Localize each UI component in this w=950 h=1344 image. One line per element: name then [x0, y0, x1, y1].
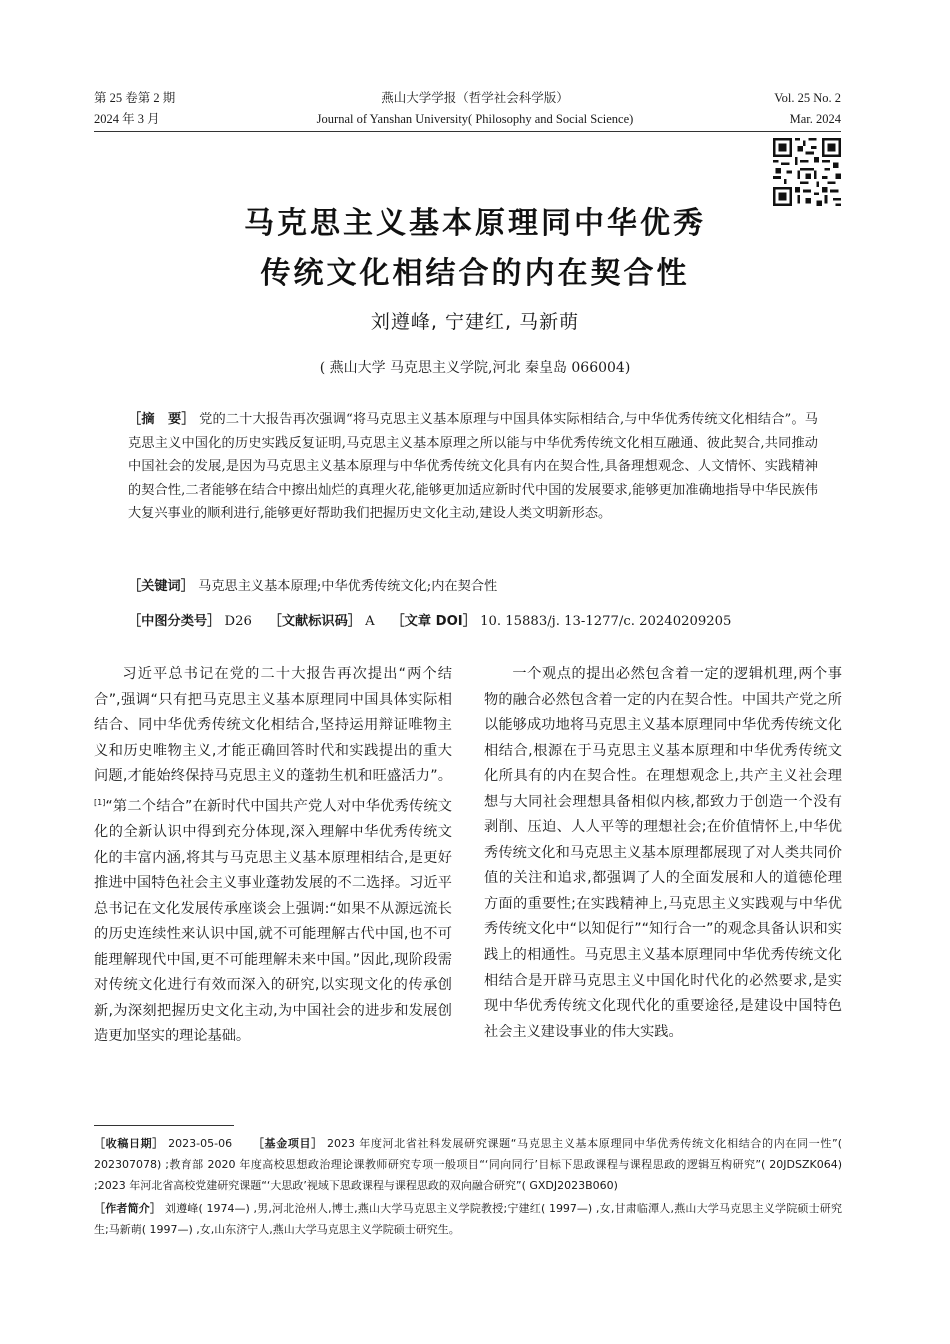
authors: 刘遵峰, 宁建红, 马新萌	[370, 311, 580, 333]
abstract	[128, 408, 818, 526]
body-paragraph	[94, 662, 452, 1050]
body-column-right	[484, 662, 842, 1045]
body-text: “第二个结合”在新时代中国共产党人对中华优秀传统文化的全新认识中得到充分体现,深入理解中华优秀传统文化的丰富内涵,将其与马克思主义基本原理相结合,是更好推进中国特色社会主义事业蓬勃发展的不二选择。习近平总书记在文化发展传承座谈会上强调:“如果不从源远流长的历史连续性来认识中国,就不可能理解古代中国,也不可能理解现代中国,更不可能理解未来中国。”因此,现阶段需对传统文化进行有效而深入的研究,以实现文化的传承创新,为深刻把握历史文化主动,为中国社会的进步和发展创造更加坚实的理论基础。	[94, 798, 452, 1045]
abstract-label: ［摘 要］	[128, 412, 195, 427]
keywords	[128, 576, 828, 598]
classification-line	[128, 611, 848, 633]
clc-value: D26	[224, 614, 252, 629]
footnote-rule	[94, 1125, 234, 1126]
author-bio-label: ［作者简介］	[94, 1202, 162, 1215]
volume-issue-cn: 第 25 卷第 2 期	[94, 91, 176, 105]
date-cn: 2024 年 3 月	[94, 112, 160, 126]
keywords-label: ［关键词］	[128, 579, 194, 594]
citation-ref: [1]	[94, 797, 106, 807]
keywords-text: 马克思主义基本原理;中华优秀传统文化;内在契合性	[198, 579, 498, 594]
received-label: ［收稿日期］	[94, 1137, 164, 1150]
clc-label: ［中图分类号］	[128, 614, 221, 629]
article-title-line-2: 传统文化相结合的内在契合性	[260, 256, 690, 291]
fund-label: ［基金项目］	[252, 1137, 323, 1150]
footnote-funding	[94, 1133, 842, 1196]
body-paragraph: 一个观点的提出必然包含着一定的逻辑机理,两个事物的融合必然包含着一定的内在契合性。中国共产党之所以能够成功地将马克思主义基本原理同中华优秀传统文化相结合,根源在于马克思主义基本原理和中华优秀传统文化所具有的内在契合性。在理想观念上,共产主义社会理想与大同社会理想具备相似内核,都致力于创造一个没有剥削、压迫、人人平等的理想社会;在价值情怀上,中华优秀传统文化和马克思主义基本原理都展现了对人类共同价值的关注和追求,都强调了人的全面发展和人的道德伦理方面的重要性;在实践精神上,马克思主义实践观与中华优秀传统文化中“以知促行”“知行合一”的观念具备认识和实践上的相通性。马克思主义基本原理同中华优秀传统文化相结合是开辟马克思主义中国化时代化的必然要求,是实现中华优秀传统文化现代化的重要途径,是建设中国特色社会主义建设事业的伟大实践。	[484, 666, 842, 1040]
article-title-line-1: 马克思主义基本原理同中华优秀	[244, 206, 706, 241]
doi-value: 10. 15883/j. 13-1277/c. 20240209205	[480, 614, 732, 629]
volume-issue-en: Vol. 25 No. 2	[774, 91, 841, 105]
body-column-left	[94, 662, 452, 1050]
doc-code-value: A	[365, 614, 375, 629]
qr-code-icon	[773, 138, 841, 206]
date-en: Mar. 2024	[789, 112, 841, 126]
doc-code-label: ［文献标识码］	[268, 614, 361, 629]
footnote-author	[94, 1198, 842, 1240]
body-text: 习近平总书记在党的二十大报告再次提出“两个结合”,强调“只有把马克思主义基本原理同中国具体实际相结合、同中华优秀传统文化相结合,坚持运用辩证唯物主义和历史唯物主义,才能正确回答时代和实践提出的重大问题,才能始终保持马克思主义的蓬勃生机和旺盛活力”。	[94, 666, 452, 785]
header-rule	[94, 131, 841, 132]
doi-label: ［文章 DOI］	[391, 614, 476, 629]
received-date: 2023-05-06	[168, 1137, 233, 1150]
affiliation: ( 燕山大学 马克思主义学院,河北 秦皇岛 066004)	[319, 360, 631, 376]
abstract-text: 党的二十大报告再次强调“将马克思主义基本原理与中国具体实际相结合,与中华优秀传统文化相结合”。马克思主义中国化的历史实践反复证明,马克思主义基本原理之所以能与中华优秀传统文化相互融通、彼此契合,共同推动中国社会的发展,是因为马克思主义基本原理与中华优秀传统文化具有内在契合性,具备理想观念、人文情怀、实践精神的契合性,二者能够在结合中擦出灿烂的真理火花,能够更加适应新时代中国的发展要求,能够更加准确地指导中华民族伟大复兴事业的顺利进行,能够更好帮助我们把握历史文化主动,建设人类文明新形态。	[128, 412, 818, 521]
author-bio-text: 刘遵峰( 1974—) ,男,河北沧州人,博士,燕山大学马克思主义学院教授;宁建红( 1997—) ,女,甘肃临潭人,燕山大学马克思主义学院硕士研究生;马新萌( 1997—) ,女,山东济宁人,燕山大学马克思主义学院硕士研究生。	[94, 1202, 843, 1236]
journal-title-en: Journal of Yanshan University( Philosophy and Social Science)	[316, 112, 634, 126]
fund-text: 2023 年度河北省社科发展研究课题“马克思主义基本原理同中华优秀传统文化相结合的内在同一性”( 202307078) ;教育部 2020 年度高校思想政治理论课教师研究专项一般项目“‘同向同行’目标下思政课程与课程思政的逻辑互构研究”( 20JDSZK064) ;2023 年河北省高校党建研究课题“‘大思政’视域下思政课程与课程思政的双向融合研究”( GXDJ2023B060)	[94, 1137, 843, 1192]
journal-title-cn: 燕山大学学报（哲学社会科学版）	[381, 91, 569, 105]
